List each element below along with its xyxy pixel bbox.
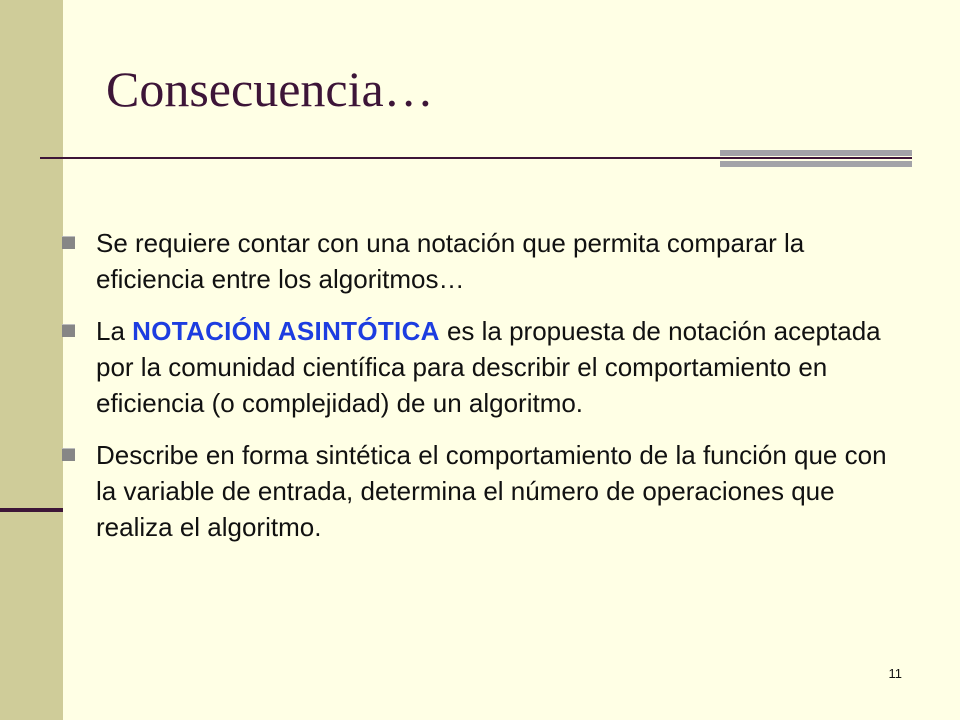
left-accent-line (0, 508, 63, 512)
bullet-text-after-emphasis: es la propuesta de notación aceptada por la comunidad científica para describir el comportamiento en eficiencia (o complejidad) de un algoritmo. (96, 316, 881, 418)
bullet-text-before-emphasis: La (96, 316, 133, 346)
title-divider-line (40, 157, 720, 159)
left-decorative-band (0, 0, 63, 720)
asymptotic-notation-emphasis: NOTACIÓN ASINTÓTICA (132, 316, 440, 346)
bullet-item-synthetic-description (62, 437, 912, 545)
title-divider-accent-center-line (720, 157, 912, 159)
title-divider-accent-bottom (720, 161, 912, 167)
square-bullet-icon (62, 324, 75, 337)
bullet-text-synthetic-description: Describe en forma sintética el comportamiento de la función que con la variable de entrada, determina el número de operaciones que realiza el algoritmo. (96, 440, 887, 542)
square-bullet-icon (62, 448, 75, 461)
slide-page-number: 11 (888, 666, 902, 681)
title-divider-accent-top (720, 150, 912, 156)
bullet-text-comparison-notation: Se requiere contar con una notación que permita comparar la eficiencia entre los algoritmos… (96, 228, 805, 294)
bullet-item-comparison-notation (62, 225, 912, 297)
slide-title: Consecuencia… (106, 61, 434, 117)
square-bullet-icon (62, 236, 75, 249)
title-divider-accent (720, 150, 912, 167)
slide-bullet-list (62, 225, 912, 561)
bullet-item-asymptotic-notation (62, 313, 912, 421)
